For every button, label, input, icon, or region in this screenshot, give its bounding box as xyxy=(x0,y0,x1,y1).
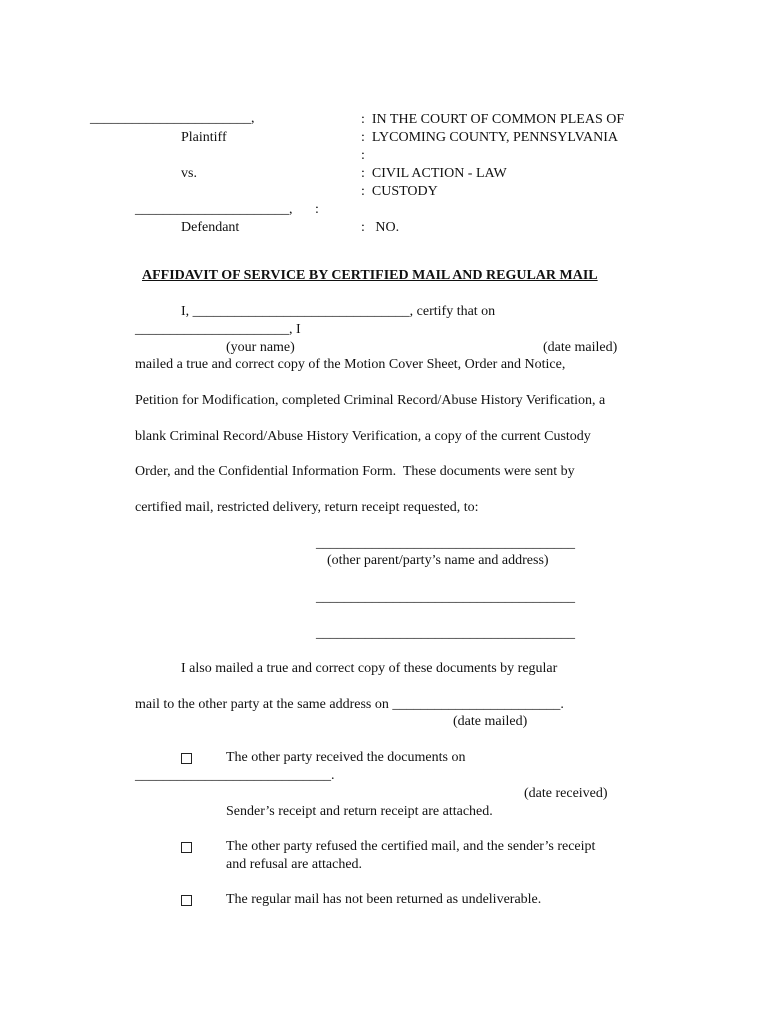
option-received-text: The other party received the documents on xyxy=(226,750,466,765)
date-received-blank[interactable]: ____________________________. xyxy=(135,768,335,783)
option-refused-text: The other party refused the certified mail, and the sender’s receipt xyxy=(226,839,596,854)
address-blank[interactable]: _____________________________________ xyxy=(316,626,575,641)
checkbox-refused[interactable] xyxy=(181,842,192,853)
paragraph-line: certified mail, restricted delivery, return receipt requested, to: xyxy=(135,500,479,515)
option-not-returned-text: The regular mail has not been returned as undeliverable. xyxy=(226,892,542,907)
case-number[interactable]: : NO. xyxy=(361,220,400,235)
option-refused-text-2: and refusal are attached. xyxy=(226,857,363,872)
paragraph-line: mailed a true and correct copy of the Motion Cover Sheet, Order and Notice, xyxy=(135,357,566,372)
court-line: : xyxy=(361,148,365,163)
regular-date-label: (date mailed) xyxy=(453,714,528,729)
paragraph-line: Order, and the Confidential Information Form. These documents were sent by xyxy=(135,464,575,479)
court-line: : IN THE COURT OF COMMON PLEAS OF xyxy=(361,112,625,127)
checkbox-received[interactable] xyxy=(181,753,192,764)
name-line[interactable]: I, _______________________________, certify that on xyxy=(181,304,496,319)
address-blank[interactable]: _____________________________________ xyxy=(316,590,575,605)
date-mailed-line[interactable]: ______________________, I xyxy=(135,322,301,337)
regular-mail-date-line[interactable]: mail to the other party at the same address on ________________________. xyxy=(135,697,564,712)
regular-mail-line: I also mailed a true and correct copy of these documents by regular xyxy=(181,661,558,676)
defendant-label: Defendant xyxy=(181,220,240,235)
date-mailed-label: (date mailed) xyxy=(543,340,618,355)
plaintiff-blank[interactable]: _______________________, xyxy=(90,111,255,126)
document-title: AFFIDAVIT OF SERVICE BY CERTIFIED MAIL AND REGULAR MAIL xyxy=(142,268,598,283)
address-blank[interactable]: _____________________________________ xyxy=(316,536,575,551)
address-label: (other parent/party’s name and address) xyxy=(327,553,549,568)
paragraph-line: blank Criminal Record/Abuse History Verification, a copy of the current Custody xyxy=(135,429,591,444)
defendant-blank[interactable]: ______________________, xyxy=(135,202,293,217)
court-line: : LYCOMING COUNTY, PENNSYLVANIA xyxy=(361,130,618,145)
plaintiff-label: Plaintiff xyxy=(181,130,227,145)
court-line: : CIVIL ACTION - LAW xyxy=(361,166,507,181)
option-received-text-2: Sender’s receipt and return receipt are attached. xyxy=(226,804,493,819)
defendant-colon: : xyxy=(315,202,319,217)
checkbox-not-returned[interactable] xyxy=(181,895,192,906)
your-name-label: (your name) xyxy=(226,340,295,355)
date-received-label: (date received) xyxy=(524,786,608,801)
vs-label: vs. xyxy=(181,166,197,181)
court-line: : CUSTODY xyxy=(361,184,438,199)
paragraph-line: Petition for Modification, completed Criminal Record/Abuse History Verification, a xyxy=(135,393,606,408)
